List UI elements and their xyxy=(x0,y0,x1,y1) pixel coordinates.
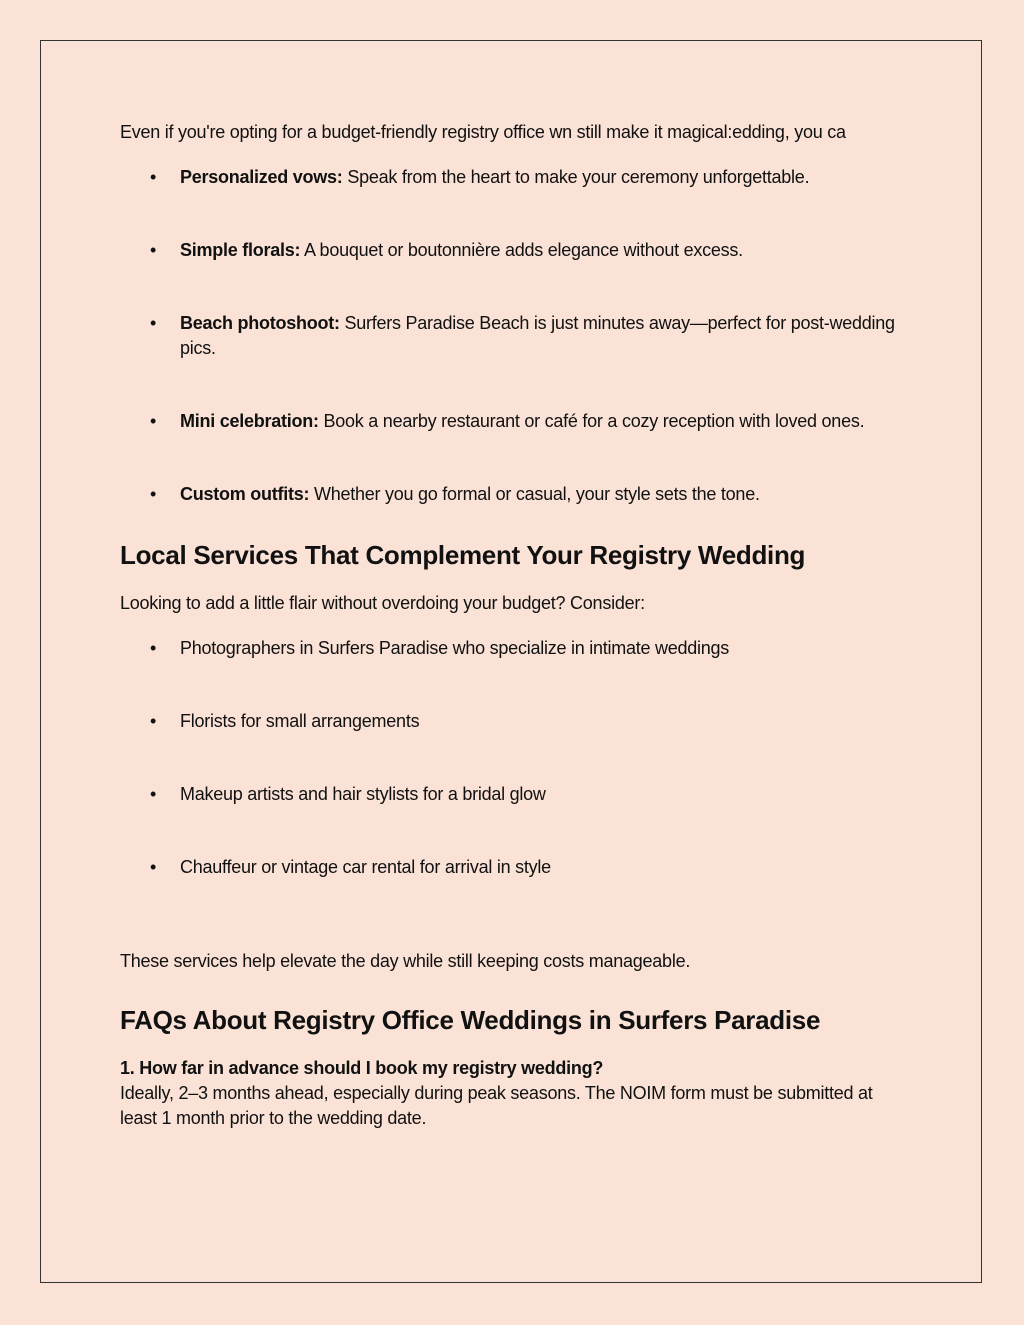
local-services-lead: Looking to add a little flair without overdoing your budget? Consider: xyxy=(120,593,645,613)
tip-label: Beach photoshoot: xyxy=(180,313,340,333)
list-item xyxy=(120,782,910,807)
service-text: Photographers in Surfers Paradise who specialize in intimate weddings xyxy=(180,638,730,658)
bullet-marker: • xyxy=(150,240,157,260)
tip-text: Speak from the heart to make your ceremony unforgettable. xyxy=(342,167,810,187)
list-item xyxy=(120,311,910,361)
section-heading-faqs: FAQs About Registry Office Weddings in Surfers Paradise xyxy=(120,1005,821,1035)
faq-item xyxy=(120,1056,910,1131)
bullet-marker: • xyxy=(150,638,157,658)
tip-text: Book a nearby restaurant or café for a cozy reception with loved ones. xyxy=(318,411,865,431)
bullet-marker: • xyxy=(150,857,157,877)
bullet-marker: • xyxy=(150,411,157,431)
bullet-marker: • xyxy=(150,313,157,333)
document-body xyxy=(120,120,910,1131)
service-text: Makeup artists and hair stylists for a bridal glow xyxy=(180,784,546,804)
bullet-marker: • xyxy=(150,167,157,187)
service-text: Florists for small arrangements xyxy=(180,711,420,731)
list-item xyxy=(120,855,910,880)
list-item xyxy=(120,482,910,507)
tip-label: Personalized vows: xyxy=(180,167,343,187)
list-item xyxy=(120,636,910,661)
services-closing-paragraph: These services help elevate the day while still keeping costs manageable. xyxy=(120,951,691,971)
tip-text: Surfers Paradise Beach is just minutes away—perfect for post-wedding pics. xyxy=(180,313,895,358)
tips-list xyxy=(120,165,910,507)
tip-text: A bouquet or boutonnière adds elegance without excess. xyxy=(300,240,743,260)
services-list xyxy=(120,636,910,880)
service-text: Chauffeur or vintage car rental for arrival in style xyxy=(180,857,551,877)
intro-paragraph: Even if you're opting for a budget-friendly registry office wn still make it magical:edding, you ca xyxy=(120,122,846,142)
section-heading-local-services: Local Services That Complement Your Registry Wedding xyxy=(120,540,806,570)
list-item xyxy=(120,238,910,263)
faq-answer: Ideally, 2–3 months ahead, especially during peak seasons. The NOIM form must be submitted at least 1 month prior to the wedding date. xyxy=(120,1083,873,1128)
bullet-marker: • xyxy=(150,484,157,504)
tip-label: Mini celebration: xyxy=(180,411,319,431)
faq-question: 1. How far in advance should I book my registry wedding? xyxy=(120,1058,604,1078)
list-item xyxy=(120,409,910,434)
bullet-marker: • xyxy=(150,784,157,804)
tip-label: Simple florals: xyxy=(180,240,301,260)
list-item xyxy=(120,709,910,734)
tip-label: Custom outfits: xyxy=(180,484,310,504)
list-item xyxy=(120,165,910,190)
tip-text: Whether you go formal or casual, your style sets the tone. xyxy=(309,484,760,504)
bullet-marker: • xyxy=(150,711,157,731)
